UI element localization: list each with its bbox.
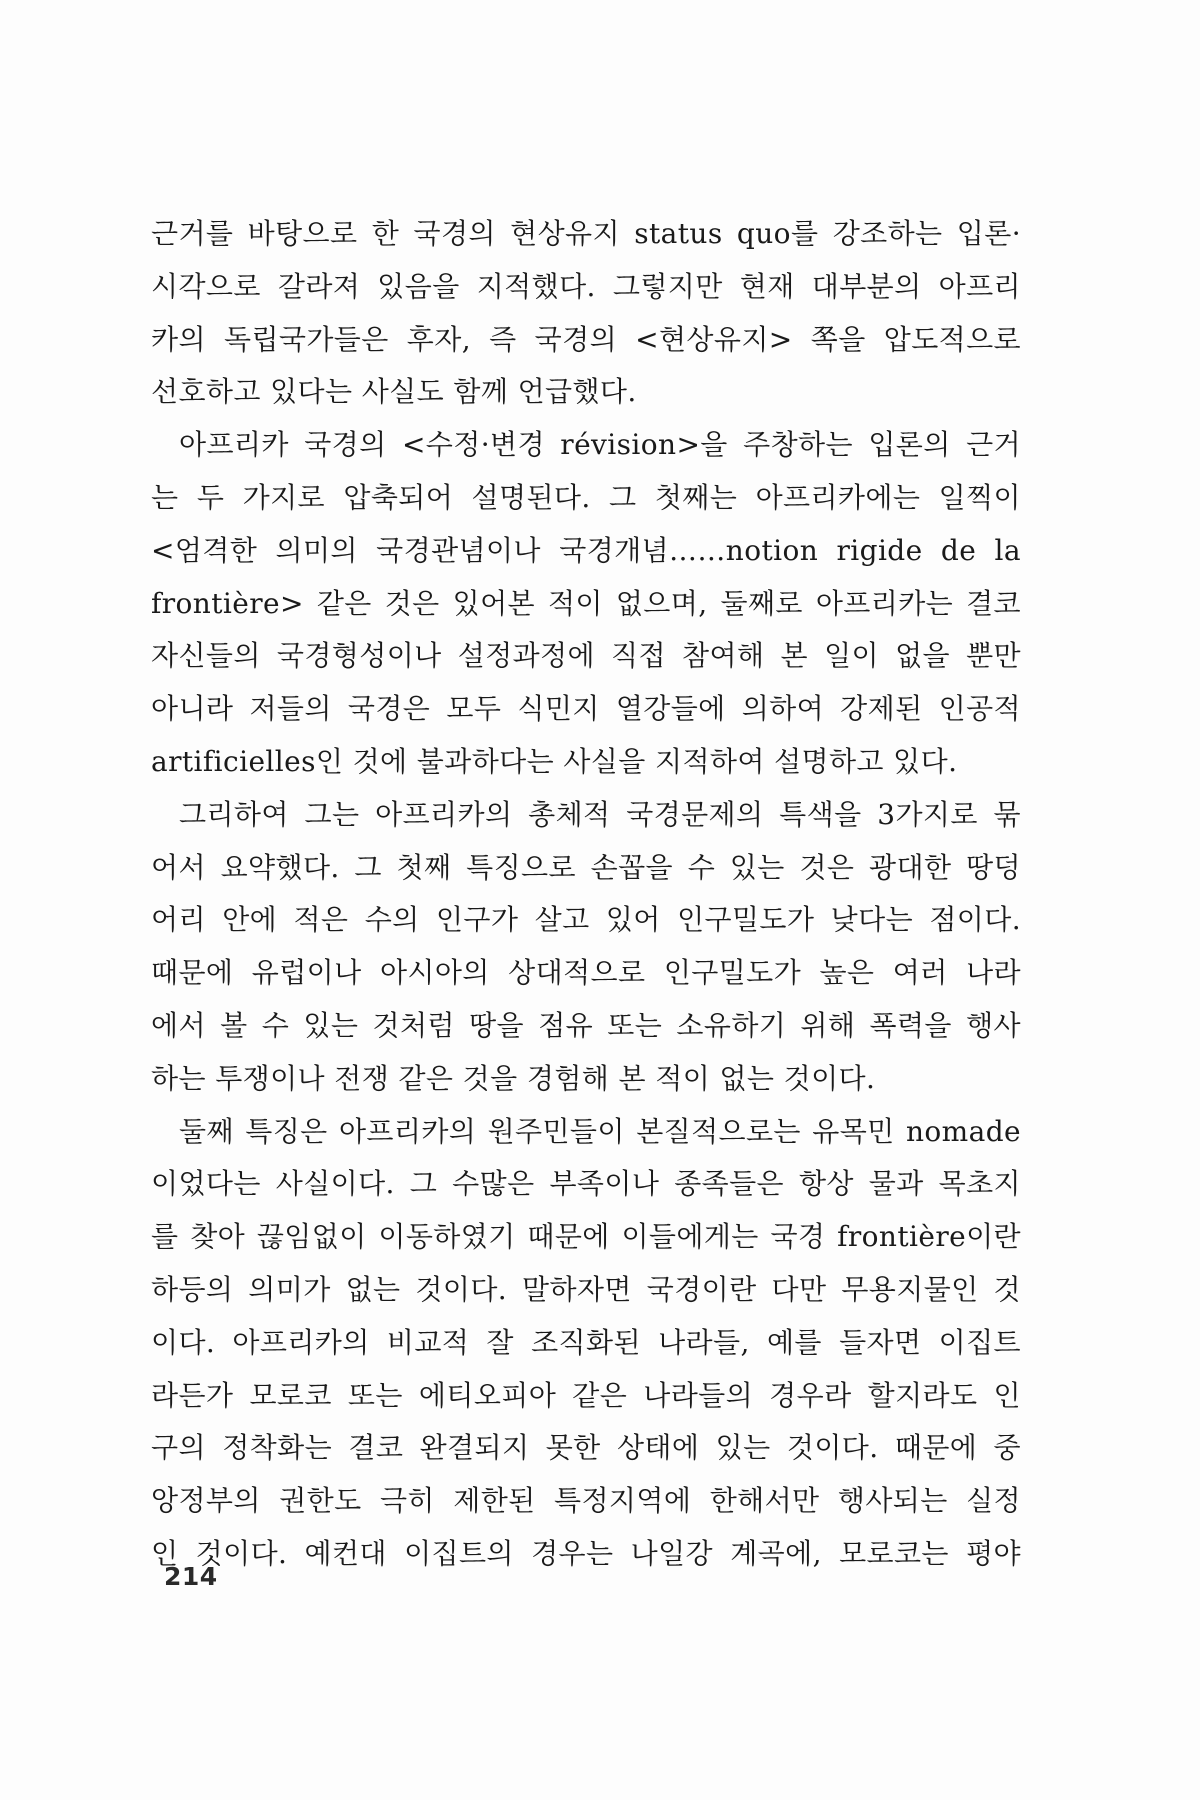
text-line: 이다. 아프리카의 비교적 잘 조직화된 나라들, 예를 들자면 이집트: [151, 1325, 1021, 1359]
text-line: 앙정부의 권한도 극히 제한된 특정지역에 한해서만 행사되는 실정: [151, 1484, 1021, 1518]
text-line: 아프리카 국경의 <수정·변경 révision>을 주창하는 입론의 근거: [179, 428, 1021, 462]
text-line: 카의 독립국가들은 후자, 즉 국경의 <현상유지> 쪽을 압도적으로: [151, 322, 1021, 356]
text-line: 선호하고 있다는 사실도 함께 언급했다.: [151, 375, 637, 409]
text-line: 를 찾아 끊임없이 이동하였기 때문에 이들에게는 국경 frontière이란: [151, 1220, 1021, 1254]
text-line: 어리 안에 적은 수의 인구가 살고 있어 인구밀도가 낮다는 점이다.: [151, 903, 1021, 937]
text-line: 둘째 특징은 아프리카의 원주민들이 본질적으로는 유목민 nomade: [179, 1114, 1021, 1148]
body-text: [151, 208, 1021, 1581]
text-line: 는 두 가지로 압축되어 설명된다. 그 첫째는 아프리카에는 일찍이: [151, 480, 1021, 514]
text-line: 아니라 저들의 국경은 모두 식민지 열강들에 의하여 강제된 인공적: [151, 692, 1021, 726]
text-line: 그리하여 그는 아프리카의 총체적 국경문제의 특색을 3가지로 묶: [179, 797, 1021, 831]
text-line: 이었다는 사실이다. 그 수많은 부족이나 종족들은 항상 물과 목초지: [151, 1167, 1021, 1201]
page-number: 214: [164, 1562, 218, 1591]
text-line: 하등의 의미가 없는 것이다. 말하자면 국경이란 다만 무용지물인 것: [151, 1272, 1021, 1306]
text-line: 에서 볼 수 있는 것처럼 땅을 점유 또는 소유하기 위해 폭력을 행사: [151, 1008, 1021, 1042]
text-line: 근거를 바탕으로 한 국경의 현상유지 status quo를 강조하는 입론·: [151, 217, 1021, 250]
text-line: 어서 요약했다. 그 첫째 특징으로 손꼽을 수 있는 것은 광대한 땅덩: [151, 850, 1021, 884]
text-line: frontière> 같은 것은 있어본 적이 없으며, 둘째로 아프리카는 결코: [151, 586, 1021, 620]
text-line: 시각으로 갈라져 있음을 지적했다. 그렇지만 현재 대부분의 아프리: [151, 269, 1021, 303]
text-line: 구의 정착화는 결코 완결되지 못한 상태에 있는 것이다. 때문에 중: [151, 1431, 1021, 1465]
text-line: artificielles인 것에 불과하다는 사실을 지적하여 설명하고 있다.: [151, 744, 958, 778]
text-line: 인 것이다. 예컨대 이집트의 경우는 나일강 계곡에, 모로코는 평야: [151, 1536, 1021, 1570]
text-line: <엄격한 의미의 국경관념이나 국경개념……notion rigide de la: [151, 533, 1021, 567]
text-line: 라든가 모로코 또는 에티오피아 같은 나라들의 경우라 할지라도 인: [151, 1378, 1021, 1412]
text-line: 때문에 유럽이나 아시아의 상대적으로 인구밀도가 높은 여러 나라: [151, 956, 1021, 990]
text-line: 자신들의 국경형성이나 설정과정에 직접 참여해 본 일이 없을 뿐만: [151, 639, 1021, 673]
text-line: 하는 투쟁이나 전쟁 같은 것을 경험해 본 적이 없는 것이다.: [151, 1061, 876, 1095]
